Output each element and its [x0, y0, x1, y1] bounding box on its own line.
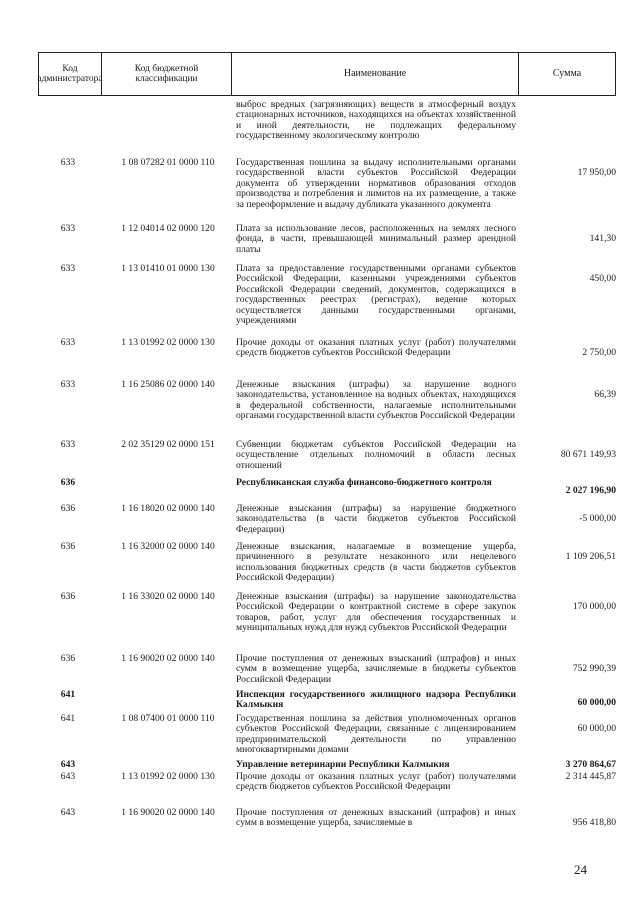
item-sum: 956 418,80: [572, 817, 616, 828]
budget-code: 1 16 18020 02 0000 140: [121, 503, 215, 514]
item-sum: 80 671 149,93: [560, 449, 616, 460]
item-name: Прочие поступления от денежных взысканий (штрафов) и иных сумм в возмещение ущерба, зачисляемые в бюджеты субъектов Российской Федерации: [236, 653, 516, 685]
item-name: Инспекция государственного жилищного надзора Республики Калмыкия: [236, 689, 516, 711]
admin-code: 636: [60, 477, 76, 488]
admin-code: 636: [60, 591, 76, 602]
budget-code: 1 16 32000 02 0000 140: [121, 541, 215, 552]
item-name: Денежные взыскания (штрафы) за нарушение законодательства Российской Федерации о контрактной системе в сфере закупок товаров, работ, услуг для обеспечения государственных и муниципальных нужд для нужд субъектов Российской Федерации: [236, 591, 516, 634]
item-sum: -5 000,00: [579, 513, 616, 524]
admin-code: 633: [60, 337, 76, 348]
admin-code: 643: [60, 771, 76, 782]
item-sum: 17 950,00: [577, 167, 616, 178]
item-name: Прочие поступления от денежных взысканий (штрафов) и иных сумм в возмещение ущерба, зачисляемые в: [236, 807, 516, 829]
item-name: Прочие доходы от оказания платных услуг (работ) получателями средств бюджетов субъектов Российской Федерации: [236, 337, 516, 359]
item-sum: 141,30: [589, 233, 616, 244]
item-name: Республиканская служба финансово-бюджетного контроля: [236, 477, 492, 488]
item-name: выброс вредных (загрязняющих) веществ в атмосферный воздух стационарных источников, находящихся на объектах хозяйственной и иной деятельности, не подлежащих федеральному государственному экологическому контролю: [236, 99, 516, 142]
item-name: Субвенции бюджетам субъектов Российской Федерации на осуществление отдельных полномочий в области лесных отношений: [236, 439, 516, 471]
item-sum: 450,00: [589, 273, 616, 284]
admin-code: 636: [60, 541, 76, 552]
item-sum: 170 000,00: [572, 601, 616, 612]
admin-code: 641: [60, 689, 76, 700]
item-name: Прочие доходы от оказания платных услуг (работ) получателями средств бюджетов субъектов Российской Федерации: [236, 771, 516, 793]
item-name: Государственная пошлина за действия уполномоченных органов субъектов Российской Федерации, связанные с лицензированием предпринимательской деятельности по управлению многоквартирными домами: [236, 713, 516, 756]
item-sum: 2 027 196,90: [565, 485, 616, 496]
item-name: Плата за использование лесов, расположенных на землях лесного фонда, в части, превышающей минимальный размер арендной платы: [236, 223, 516, 255]
admin-code: 643: [60, 759, 76, 770]
budget-code: 1 16 25086 02 0000 140: [121, 379, 215, 390]
item-name: Денежные взыскания (штрафы) за нарушение бюджетного законодательства (в части бюджетов субъектов Российской Федерации): [236, 503, 516, 535]
item-name: Плата за предоставление государственными органами субъектов Российской Федерации, казенными учреждениями субъектов Российской Федерации сведений, документов, содержащихся в государственных реестрах (регистрах), ведение которых осуществляется данными государственными органами, учреждениями: [236, 263, 516, 327]
admin-code: 641: [60, 713, 76, 724]
budget-code: 1 16 90020 02 0000 140: [121, 807, 215, 818]
header-budget-code: Код бюджетной классификации: [101, 52, 232, 96]
header-name: Наименование: [231, 52, 519, 96]
budget-code: 1 12 04014 02 0000 120: [121, 223, 215, 234]
item-sum: 1 109 206,51: [565, 551, 616, 562]
admin-code: 636: [60, 503, 76, 514]
item-sum: 60 000,00: [577, 697, 616, 708]
budget-code: 1 16 90020 02 0000 140: [121, 653, 215, 664]
admin-code: 633: [60, 157, 76, 168]
item-name: Государственная пошлина за выдачу исполнительными органами государственной власти субъектов Российской Федерации документа об утверждении нормативов образования отходов производства и потребления и лимитов на их размещение, а также за переоформление и выдачу дубликата указанного документа: [236, 157, 516, 210]
admin-code: 643: [60, 807, 76, 818]
page-number: 24: [574, 862, 587, 877]
budget-code: 1 08 07282 01 0000 110: [121, 157, 215, 168]
budget-code: 1 13 01992 02 0000 130: [121, 771, 215, 782]
item-sum: 752 990,39: [572, 663, 616, 674]
item-sum: 60 000,00: [577, 723, 616, 734]
budget-code: 1 08 07400 01 0000 110: [121, 713, 215, 724]
admin-code: 636: [60, 653, 76, 664]
admin-code: 633: [60, 223, 76, 234]
item-sum: 2 314 445,87: [565, 771, 616, 782]
item-sum: 3 270 864,67: [565, 759, 616, 770]
budget-code: 1 16 33020 02 0000 140: [121, 591, 215, 602]
item-name: Денежные взыскания (штрафы) за нарушение водного законодательства, установленное на водных объектах, находящихся в федеральной собственности, налагаемые исполнительными органами государственной власти субъектов Российской Федерации: [236, 379, 516, 422]
item-sum: 66,39: [594, 389, 616, 400]
header-admin-code: Код администратора: [38, 52, 102, 96]
admin-code: 633: [60, 263, 76, 274]
admin-code: 633: [60, 379, 76, 390]
item-sum: 2 750,00: [582, 347, 616, 358]
budget-code: 1 13 01410 01 0000 130: [121, 263, 215, 274]
header-sum: Сумма: [518, 52, 616, 96]
item-name: Денежные взыскания, налагаемые в возмещение ущерба, причиненного в результате незаконного или нецелевого использования бюджетных средств (в части бюджетов субъектов Российской Федерации): [236, 541, 516, 584]
admin-code: 633: [60, 439, 76, 450]
budget-code: 1 13 01992 02 0000 130: [121, 337, 215, 348]
item-name: Управление ветеринарии Республики Калмыкия: [236, 759, 450, 770]
budget-code: 2 02 35129 02 0000 151: [121, 439, 215, 450]
